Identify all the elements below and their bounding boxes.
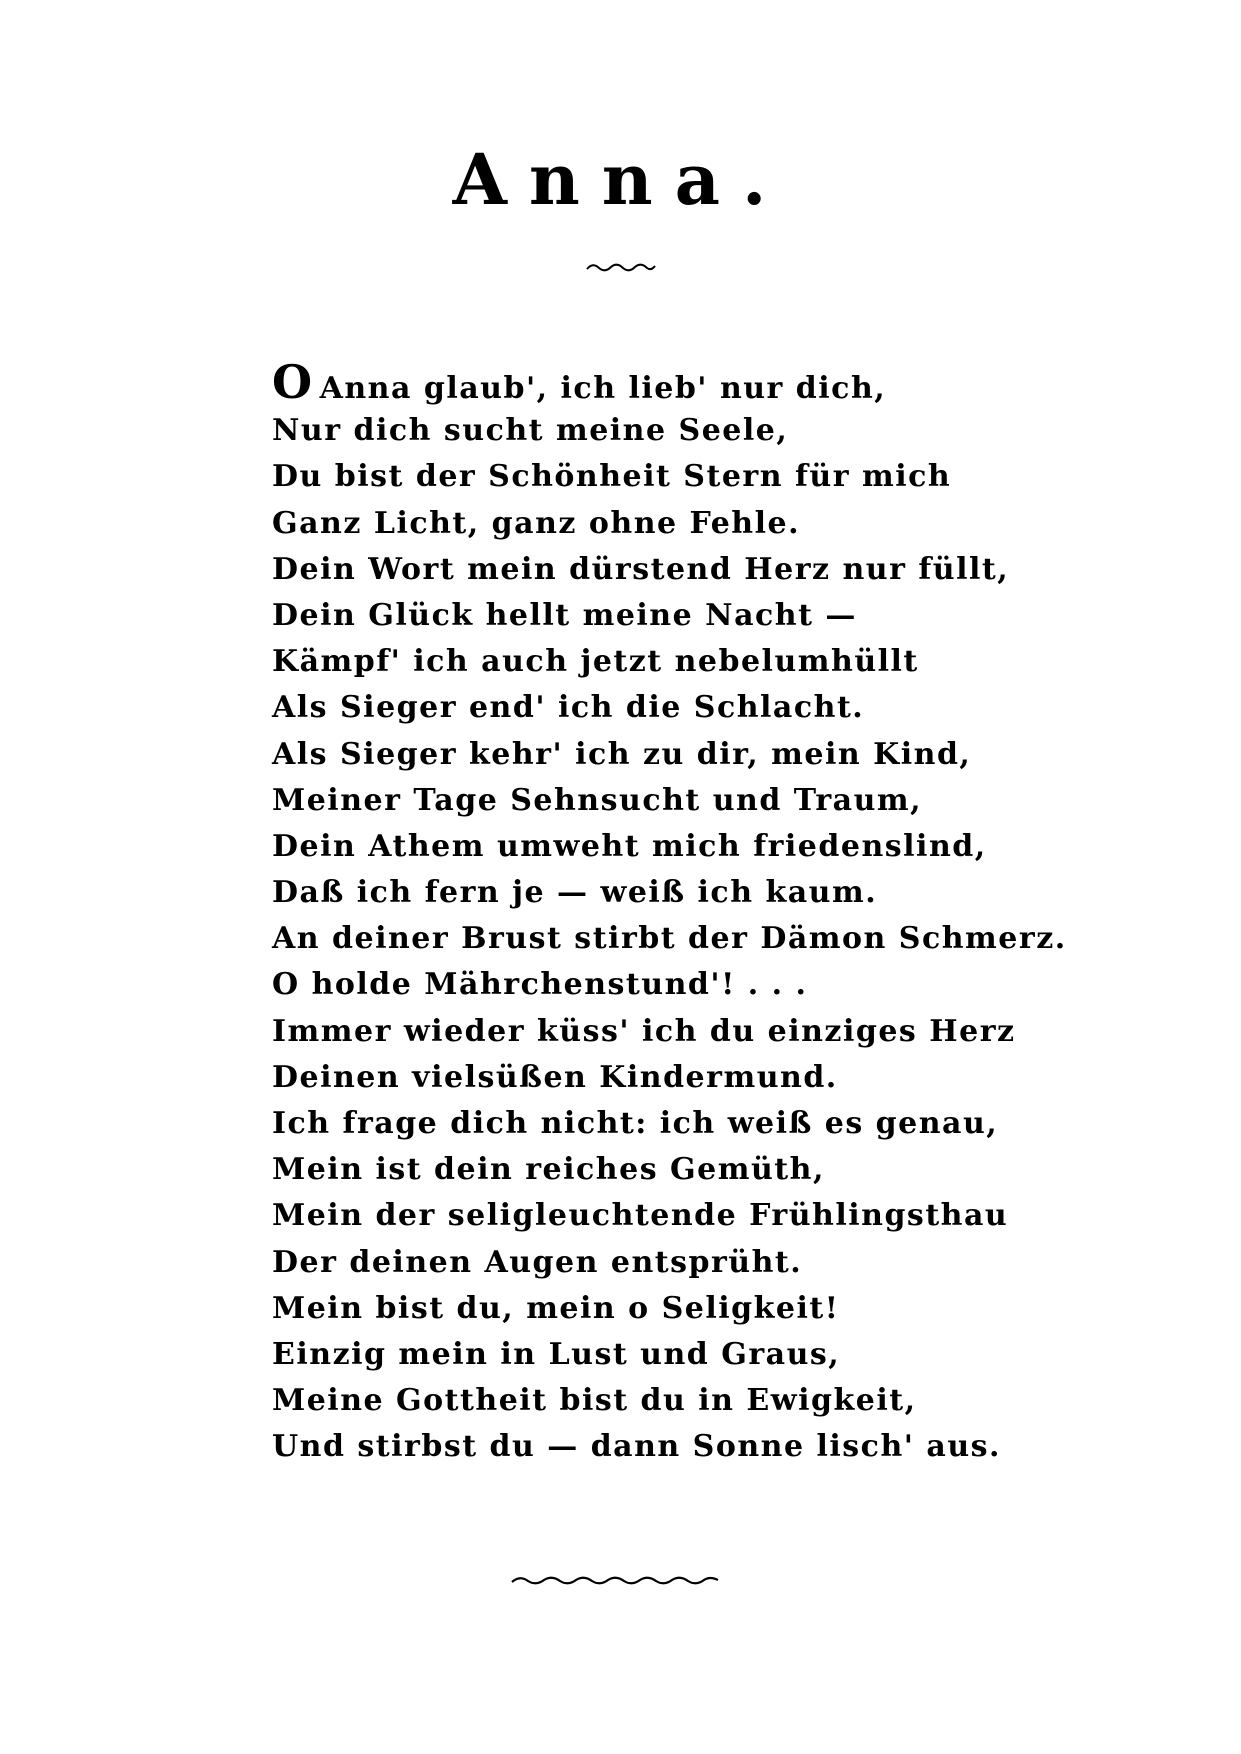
poem-line-1 [272,355,1032,409]
poem-line: Ganz Licht, ganz ohne Fehle. [272,505,801,541]
poem-line: Kämpf' ich auch jetzt nebelumhüllt [272,644,919,680]
poem-line: Nur dich sucht meine Seele, [272,413,789,449]
poem-line: Dein Glück hellt meine Nacht — [272,597,857,633]
poem-line: An deiner Brust stirbt der Dämon Schmerz. [272,921,1067,957]
poem-line: Immer wieder küss' ich du einziges Herz [272,1013,1016,1049]
poem-body [272,355,1067,1471]
poem-line: Mein bist du, mein o Seligkeit! [272,1290,840,1326]
poem-line: Als Sieger end' ich die Schlacht. [272,690,865,726]
poem-line: Ich frage dich nicht: ich weiß es genau, [272,1106,999,1141]
poem-title: Anna. [452,138,789,221]
poem-line: Daß ich fern je — weiß ich kaum. [272,875,878,911]
poem-line-1-text: Anna glaub', ich lieb' nur dich, [319,371,887,406]
poem-line: Deinen vielsüßen Kindermund. [272,1059,838,1095]
poem-line: Der deinen Augen entsprüht. [272,1244,803,1280]
drop-cap: O [272,355,314,409]
title-ornament [585,260,657,274]
poem-line: Als Sieger kehr' ich zu dir, mein Kind, [272,736,972,772]
poem-line: Dein Athem umweht mich friedenslind, [272,828,987,864]
poem-line: Mein der seligleuchtende Frühlingsthau [272,1198,1009,1234]
poem-line: O holde Mährchenstund'! . . . [272,967,808,1003]
end-ornament [510,1571,720,1589]
poem-line: Meiner Tage Sehnsucht und Traum, [272,782,923,818]
poem-line: Dein Wort mein dürstend Herz nur füllt, [272,551,1010,587]
poem-line: Und stirbst du — dann Sonne lisch' aus. [272,1429,1001,1465]
poem-line: Mein ist dein reiches Gemüth, [272,1152,825,1188]
poem-line: Einzig mein in Lust und Graus, [272,1336,841,1372]
poem-line: Du bist der Schönheit Stern für mich [272,459,952,495]
poem-line: Meine Gottheit bist du in Ewigkeit, [272,1383,917,1419]
